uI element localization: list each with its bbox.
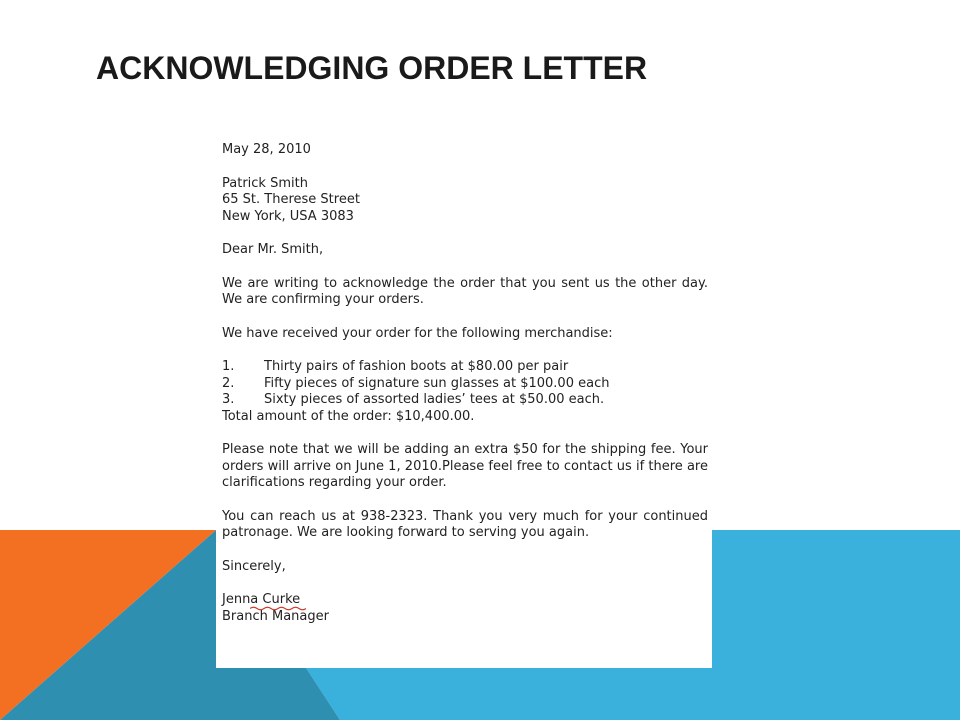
signer-name: Jenna Curke [222,592,301,607]
item-text: Sixty pieces of assorted ladies’ tees at $50.00 each. [264,392,605,407]
signer-title: Branch Manager [222,608,329,624]
list-item [222,359,708,376]
spellcheck-underline [250,606,306,611]
closing: Sincerely, [222,558,286,574]
letter-date: May 28, 2010 [222,142,311,157]
recipient-street: 65 St. Therese Street [222,192,360,207]
recipient-city: New York, USA 3083 [222,208,354,224]
item-number: 3. [222,392,235,407]
letter-body [222,142,708,625]
recipient-name: Patrick Smith [222,175,308,191]
item-number: 1. [222,359,235,374]
signature-block [222,592,708,625]
paragraph-merchandise-intro: We have received your order for the following merchandise: [222,325,613,341]
paragraph-acknowledge: We are writing to acknowledge the order that you sent us the other day. We are confirming your orders. [222,275,708,307]
list-item [222,376,708,393]
slide-title: ACKNOWLEDGING ORDER LETTER [96,50,648,86]
order-total: Total amount of the order: $10,400.00. [222,408,475,424]
letter-image [216,134,712,668]
salutation: Dear Mr. Smith, [222,242,324,257]
item-number: 2. [222,375,235,391]
signer-name-wrap [222,592,300,609]
paragraph-shipping: Please note that we will be adding an extra $50 for the shipping fee. Your orders will arrive on June 1, 2010.Please feel free to contact us if there are clarifications regarding your order. [222,442,708,490]
item-text: Fifty pieces of signature sun glasses at $100.00 each [264,375,610,391]
item-text: Thirty pairs of fashion boots at $80.00 per pair [264,359,569,374]
order-list [222,359,708,425]
paragraph-contact: You can reach us at 938-2323. Thank you very much for your continued patronage. We are looking forward to serving you again. [222,508,708,540]
recipient-address [222,176,708,226]
list-item [222,392,708,409]
